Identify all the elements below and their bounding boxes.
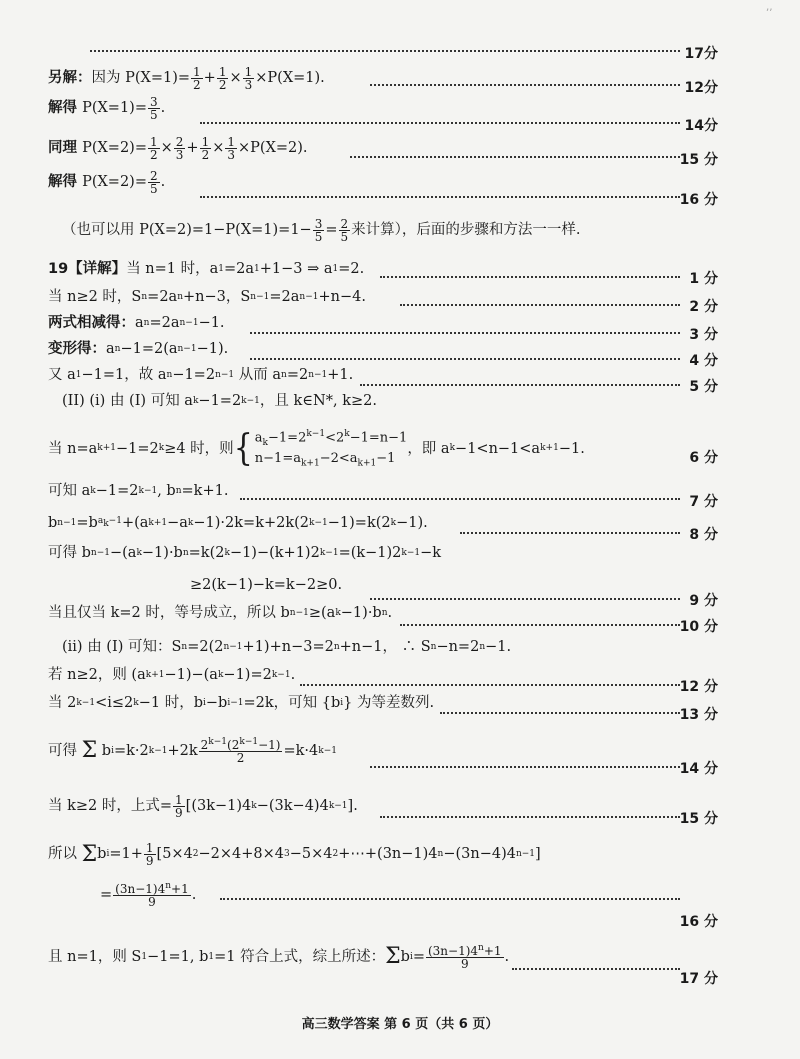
- score-label: 3 分: [689, 327, 718, 343]
- score-label: 12分: [684, 80, 718, 96]
- solution-line: 可得 Σ b i =k·2 k−1 +2k $\frac{2^{k-1}(2^{k-1}-1)}{2}$ =k·4 k−1: [48, 737, 337, 765]
- leader-dots: [350, 156, 680, 158]
- solution-line: 所以 Σ b i =1+ $\frac{1}{9}$ [5×4 2 −2×4+8×4 3 −5×4 2 +⋯+(3n−1)4 n −(3n−4)4 n−1 ]: [48, 841, 541, 868]
- solution-line: 当 n≥2 时，S n =2a n +n−3，S n−1 =2a n−1 +n−4.: [48, 289, 366, 305]
- solution-line: 且 n=1，则 S 1 −1=1, b 1 =1 符合上式，综上所述： Σ b i = $\frac{(3n-1)4^n+1}{9}$ .: [48, 943, 510, 971]
- leader-dots: [380, 816, 680, 818]
- leader-dots: [220, 898, 680, 900]
- solution-line: 当 2 k−1 <i≤2 k −1 时，b i −b i−1 =2k，可知 {b i } 为等差数列.: [48, 695, 435, 711]
- score-label: 1 分: [689, 271, 718, 287]
- score-label: 8 分: [689, 527, 718, 543]
- leader-dots: [360, 384, 680, 386]
- score-label: 15 分: [679, 811, 718, 827]
- solution-line: （也可以用 P(X=2)=1−P(X=1)=1− $\frac{3}{5}$ = $\frac{2}{5}$ 来计算），后面的步骤和方法一一样.: [62, 217, 581, 244]
- leader-dots: [240, 498, 680, 500]
- score-label: 7 分: [689, 494, 718, 510]
- solution-line: 另解： 因为 P(X=1)= $\frac{1}{2}$ + $\frac{1}{2}$ × $\frac{1}{3}$ ×P(X=1).: [48, 65, 325, 92]
- leader-dots: [200, 122, 680, 124]
- score-label: 5 分: [689, 379, 718, 395]
- leader-dots: [90, 50, 680, 52]
- score-label: 14 分: [679, 761, 718, 777]
- solution-line: (ii) 由 (I) 可知：S n =2(2 n−1 +1)+n−3=2 n +n−1， ∴ S n −n=2 n −1.: [62, 639, 512, 655]
- leader-dots: [300, 684, 680, 686]
- solution-line: 可得 b n−1 −(a k −1)·b n =k(2 k −1)−(k+1)2 k−1 =(k−1)2 k−1 −k: [48, 545, 442, 561]
- score-label: 17 分: [679, 971, 718, 987]
- solution-line: ≥2(k−1)−k=k−2≥0.: [190, 577, 343, 593]
- solution-line: 变形得： a n −1=2(a n−1 −1).: [48, 341, 229, 357]
- solution-line: 同理 P(X=2)= $\frac{1}{2}$ × $\frac{2}{3}$ + $\frac{1}{2}$ × $\frac{1}{3}$ ×P(X=2).: [48, 135, 308, 162]
- leader-dots: [370, 84, 680, 86]
- leader-dots: [370, 598, 680, 600]
- solution-line: (II) (i) 由 (I) 可知 a k −1=2 k−1 ，且 k∈N*, k≥2.: [62, 393, 377, 409]
- score-label: 6 分: [689, 450, 718, 466]
- solution-line: 当 n=a k+1 −1=2 k ≥4 时，则 { $a_k-1=2^{k-1}<2^k-1=n-1$ $n-1=a_{k+1}-2<a_{k+1}-1$ ，即 a k −1<n−1<a k+1 −1.: [48, 427, 585, 470]
- score-label: 10 分: [679, 619, 718, 635]
- score-label: 16 分: [679, 192, 718, 208]
- page-footer: 高三数学答案 第 6 页（共 6 页）: [301, 1017, 499, 1032]
- leader-dots: [400, 624, 680, 626]
- leader-dots: [400, 304, 680, 306]
- leader-dots: [460, 532, 680, 534]
- solution-line: 若 n≥2，则 (a k+1 −1)−(a k −1)=2 k−1 .: [48, 667, 296, 683]
- solution-line: 又 a 1 −1=1，故 a n −1=2 n−1 从而 a n =2 n−1 +1.: [48, 367, 354, 383]
- solution-line: 当且仅当 k=2 时，等号成立，所以 b n−1 ≥(a k −1)·b n .: [48, 605, 393, 621]
- solution-line: 解得 P(X=1)= $\frac{3}{5}$ .: [48, 95, 166, 122]
- solution-line: 19【详解】 当 n=1 时，a 1 =2a 1 +1−3 ⇒ a 1 =2.: [48, 261, 365, 277]
- leader-dots: [370, 766, 680, 768]
- leader-dots: [250, 332, 680, 334]
- solution-line: 可知 a k −1=2 k−1 , b n =k+1.: [48, 483, 229, 499]
- score-label: 12 分: [679, 679, 718, 695]
- solution-line: 两式相减得： a n =2a n−1 −1.: [48, 315, 225, 331]
- solution-line: = $\frac{(3n-1)4^n+1}{9}$ .: [100, 881, 197, 909]
- solution-line: 当 k≥2 时，上式= $\frac{1}{9}$ [(3k−1)4 k −(3k−4)4 k−1 ].: [48, 793, 358, 820]
- score-label: 16 分: [679, 914, 718, 930]
- leader-dots: [380, 276, 680, 278]
- leader-dots: [200, 196, 680, 198]
- score-label: 4 分: [689, 353, 718, 369]
- corner-mark: ʼʼ: [765, 8, 772, 19]
- solution-line: b n−1 =b $a_k-1$ +(a k+1 −a k −1)·2k=k+2k(2 k−1 −1)=k(2 k −1).: [48, 515, 428, 531]
- solution-line: 解得 P(X=2)= $\frac{2}{5}$ .: [48, 169, 166, 196]
- score-label: 9 分: [689, 593, 718, 609]
- score-label: 17分: [684, 46, 718, 62]
- leader-dots: [512, 968, 680, 970]
- score-label: 15 分: [679, 152, 718, 168]
- score-label: 13 分: [679, 707, 718, 723]
- score-label: 14分: [684, 118, 718, 134]
- leader-dots: [250, 358, 680, 360]
- score-label: 2 分: [689, 299, 718, 315]
- leader-dots: [440, 712, 680, 714]
